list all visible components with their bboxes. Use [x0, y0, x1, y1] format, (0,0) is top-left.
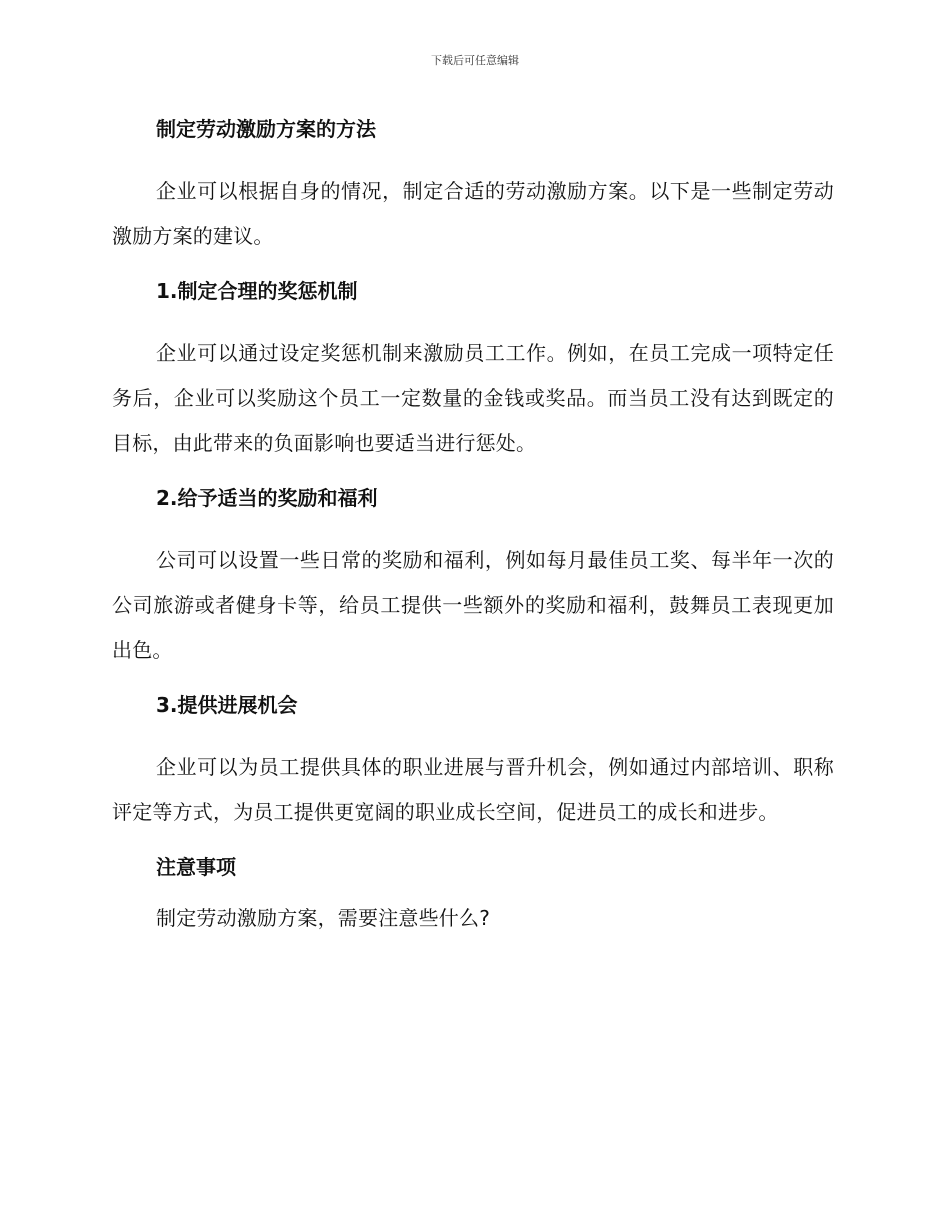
section-heading-methods: 制定劳动激励方案的方法 — [156, 117, 376, 141]
section-paragraph-benefits: 公司可以设置一些日常的奖励和福利，例如每月最佳员工奖、每半年一次的公司旅游或者健身卡等，给员工提供一些额外的奖励和福利，鼓舞员工表现更加出色。 — [112, 548, 834, 662]
section-paragraph-notes: 制定劳动激励方案，需要注意些什么? — [156, 906, 491, 930]
section-paragraph-methods: 企业可以根据自身的情况，制定合适的劳动激励方案。以下是一些制定劳动激励方案的建议。 — [112, 179, 834, 248]
header-note: 下载后可任意编辑 — [431, 54, 519, 67]
section-heading-reward-punishment: 1.制定合理的奖惩机制 — [156, 279, 358, 303]
section-heading-development: 3.提供进展机会 — [156, 693, 298, 717]
section-paragraph-reward-punishment: 企业可以通过设定奖惩机制来激励员工工作。例如，在员工完成一项特定任务后，企业可以奖励这个员工一定数量的金钱或奖品。而当员工没有达到既定的目标，由此带来的负面影响也要适当进行惩处。 — [112, 341, 834, 455]
document-body — [112, 112, 834, 941]
section-paragraph-development: 企业可以为员工提供具体的职业进展与晋升机会，例如通过内部培训、职称评定等方式，为员工提供更宽阔的职业成长空间，促进员工的成长和进步。 — [112, 755, 834, 824]
section-heading-notes: 注意事项 — [156, 855, 236, 879]
section-heading-benefits: 2.给予适当的奖励和福利 — [156, 486, 378, 510]
